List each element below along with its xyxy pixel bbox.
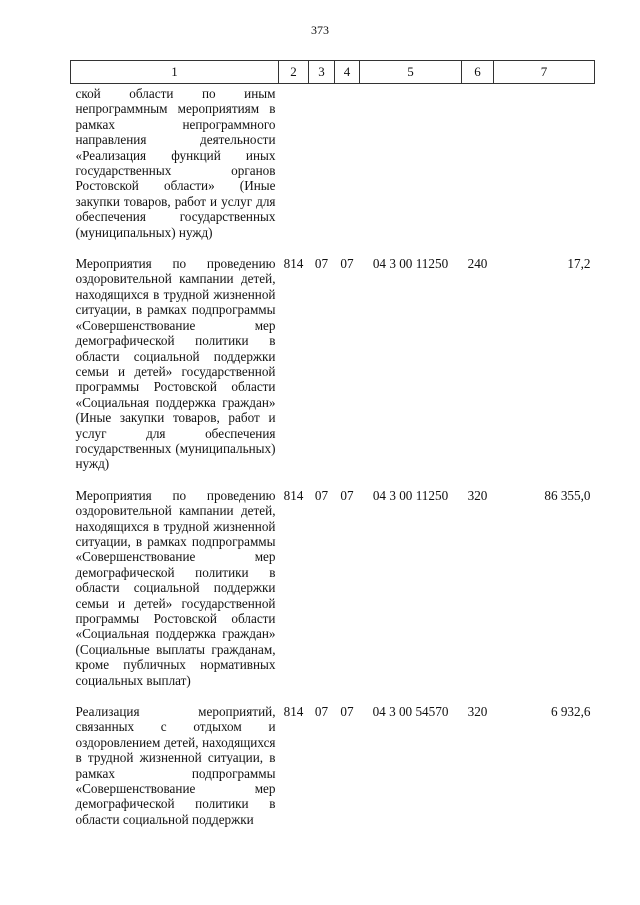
header-col-4: 4 [335, 61, 360, 84]
row-expense-type: 320 [467, 487, 488, 503]
row-description: Мероприятия по проведению оздоровительной кампании детей, находящихся в трудной жизненной ситуации, в рамках подпрограммы «Совершенствование мер демографической политики в области социальной поддержки семьи и детей» государственной программы Ростовской области «Социальная поддержка граждан» (Иные закупки товаров, работ и услуг для обеспечения государственных (муниципальных) нужд) [75, 256, 276, 472]
row-amount: 17,2 [567, 256, 591, 272]
row-section-code: 07 [314, 256, 329, 272]
table-row [71, 256, 595, 488]
row-ministry-code [279, 84, 309, 257]
header-col-2: 2 [279, 61, 309, 84]
row-expense-type [462, 84, 494, 257]
header-col-7: 7 [494, 61, 595, 84]
table-row [71, 84, 595, 257]
table-row [71, 704, 595, 843]
budget-table [70, 60, 595, 843]
page-number: 373 [311, 23, 329, 37]
row-section-code: 07 [314, 704, 329, 720]
row-subsection-code [335, 84, 360, 257]
row-expense-type: 320 [467, 704, 488, 720]
row-section-code [309, 84, 335, 257]
row-target-code [360, 84, 462, 257]
row-target-code: 04 3 00 11250 [372, 487, 449, 503]
row-description: Мероприятия по проведению оздоровительной кампании детей, находящихся в трудной жизненной ситуации, в рамках подпрограммы «Совершенствование мер демографической политики в области социальной поддержки семьи и детей» государственной программы Ростовской области «Социальная поддержка граждан» (Социальные выплаты гражданам, кроме публичных нормативных социальных выплат) [75, 487, 276, 688]
header-col-6: 6 [462, 61, 494, 84]
header-col-1: 1 [71, 61, 279, 84]
row-section-code: 07 [314, 487, 329, 503]
row-subsection-code: 07 [340, 487, 354, 503]
row-expense-type: 240 [467, 256, 488, 272]
header-col-5: 5 [360, 61, 462, 84]
row-description: ской области по иным непрограммным мероприятиям в рамках непрограммного направления деятельности «Реализация функций иных государственных органов Ростовской области» (Иные закупки товаров, работ и услуг для обеспечения государственных (муниципальных) нужд) [75, 86, 276, 240]
row-target-code: 04 3 00 54570 [372, 704, 449, 720]
table-row [71, 488, 595, 704]
row-description: Реализация мероприятий, связанных с отдыхом и оздоровлением детей, находящихся в трудной жизненной ситуации, в рамках подпрограммы «Совершенствование мер демографической политики в области социальной поддержки [75, 704, 276, 827]
row-amount: 6 932,6 [550, 704, 591, 720]
table-header [71, 61, 595, 84]
row-ministry-code: 814 [283, 256, 304, 272]
header-col-3: 3 [309, 61, 335, 84]
row-amount: 86 355,0 [544, 487, 591, 503]
row-ministry-code: 814 [283, 487, 304, 503]
row-subsection-code: 07 [340, 256, 354, 272]
row-target-code: 04 3 00 11250 [372, 256, 449, 272]
row-subsection-code: 07 [340, 704, 354, 720]
row-ministry-code: 814 [283, 704, 304, 720]
row-amount [494, 84, 595, 257]
